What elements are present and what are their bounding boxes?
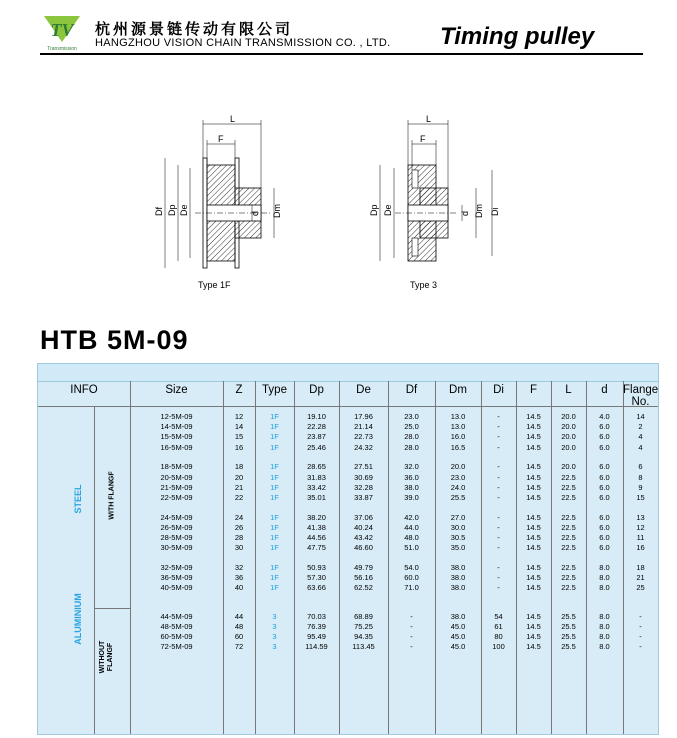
table-cell: 60 xyxy=(234,631,244,641)
table-cell: 16 xyxy=(234,442,244,452)
table-cell: 75.25 xyxy=(354,621,373,631)
table-cell: 14.5 xyxy=(526,621,541,631)
table-cell: 1F xyxy=(270,462,279,472)
table-cell: 25.5 xyxy=(561,642,576,652)
table-cell: 31.83 xyxy=(307,472,326,482)
table-cell: 12 xyxy=(636,522,645,532)
table-cell: 25.5 xyxy=(561,621,576,631)
column-header: d xyxy=(601,384,608,396)
table-cell: 30 xyxy=(234,543,244,553)
table-cell: 22.5 xyxy=(561,512,576,522)
table-cell: - xyxy=(497,472,500,482)
column-header: De xyxy=(356,384,371,396)
table-cell: 36 xyxy=(234,573,244,583)
svg-text:Transmission: Transmission xyxy=(47,46,77,52)
table-cell: 4 xyxy=(638,442,643,452)
table-cell: 20.0 xyxy=(561,462,576,472)
table-cell: 14 xyxy=(636,412,645,421)
table-cell: 94.35 xyxy=(354,631,373,641)
table-row-size: 20-5M-09 xyxy=(160,472,193,482)
table-row-size: 16-5M-09 xyxy=(160,442,193,452)
dim-F-3: F xyxy=(420,134,426,144)
table-cell: 1F xyxy=(270,583,279,593)
table-cell: 27.0 xyxy=(450,512,466,522)
table-cell: 6.0 xyxy=(599,422,610,432)
table-cell: 1F xyxy=(270,432,279,442)
table-cell: 8.0 xyxy=(599,583,610,593)
table-cell: 19.10 xyxy=(307,412,326,421)
table-row-size: 12-5M-09 xyxy=(160,412,193,421)
table-cell: 40.24 xyxy=(354,522,373,532)
table-cell: 25.5 xyxy=(450,492,466,502)
table-cell: 20.0 xyxy=(561,442,576,452)
table-cell: 48 xyxy=(234,621,244,631)
table-cell: 35.0 xyxy=(450,543,466,553)
table-cell: 18 xyxy=(234,462,244,472)
with-flange-label: WITH FLANGF xyxy=(108,471,116,520)
table-cell: - xyxy=(639,642,642,652)
table-cell: - xyxy=(410,631,413,641)
table-cell: 22.5 xyxy=(561,482,576,492)
table-cell: 23.0 xyxy=(450,472,466,482)
table-cell: - xyxy=(497,462,500,472)
column-header: Dp xyxy=(309,384,324,396)
table-row-size: 40-5M-09 xyxy=(160,583,193,593)
table-cell: 38.20 xyxy=(307,512,326,522)
table-row-size: 28-5M-09 xyxy=(160,533,193,542)
table-cell: 15 xyxy=(234,432,244,442)
table-cell: 22.5 xyxy=(561,543,576,553)
table-cell: 8 xyxy=(638,472,643,482)
table-cell: 18 xyxy=(636,562,645,572)
dim-F-1f: F xyxy=(218,134,224,144)
table-cell: 41.38 xyxy=(307,522,326,532)
table-cell: 27.51 xyxy=(354,462,373,472)
table-cell: - xyxy=(497,422,500,432)
column-header: Flange No. xyxy=(623,384,659,408)
table-cell: 63.66 xyxy=(307,583,326,593)
table-cell: 54 xyxy=(494,611,503,621)
table-cell: 25.0 xyxy=(404,422,419,432)
table-row-size: 44-5M-09 xyxy=(160,611,193,621)
table-cell: 33.87 xyxy=(354,492,373,502)
table-cell: 6.0 xyxy=(599,533,610,542)
table-cell: 22.5 xyxy=(561,472,576,482)
table-cell: 22.28 xyxy=(307,422,326,432)
dim-L-3: L xyxy=(426,114,432,124)
dim-Di-3: Di xyxy=(490,207,500,216)
table-row-size: 72-5M-09 xyxy=(160,642,193,652)
table-cell: 1F xyxy=(270,573,279,583)
table-cell: 14.5 xyxy=(526,412,541,421)
company-logo xyxy=(40,12,84,52)
table-cell: 14.5 xyxy=(526,432,541,442)
table-cell: 62.52 xyxy=(354,583,373,593)
table-cell: 25 xyxy=(636,583,645,593)
table-cell: 56.16 xyxy=(354,573,373,583)
table-cell: 23.0 xyxy=(404,412,419,421)
table-cell: - xyxy=(497,432,500,442)
table-cell: 1F xyxy=(270,533,279,542)
table-cell: 20.0 xyxy=(561,432,576,442)
table-cell: 25.46 xyxy=(307,442,326,452)
table-row-size: 60-5M-09 xyxy=(160,631,193,641)
table-cell: 114.59 xyxy=(305,642,328,652)
table-cell: 21 xyxy=(636,573,645,583)
table-cell: 11 xyxy=(636,533,645,542)
table-cell: 38.0 xyxy=(450,562,466,572)
table-cell: 20.0 xyxy=(450,462,466,472)
dim-Dp-3: Dp xyxy=(369,204,379,216)
table-cell: 38.0 xyxy=(450,611,466,621)
dim-De-1f: De xyxy=(179,204,189,216)
group-divider xyxy=(94,406,95,734)
table-cell: 4.0 xyxy=(599,412,610,421)
type-3-caption: Type 3 xyxy=(410,280,438,290)
table-cell: 13.0 xyxy=(450,412,466,421)
dim-De-3: De xyxy=(383,204,393,216)
table-row-size: 18-5M-09 xyxy=(160,462,193,472)
table-cell: 30.5 xyxy=(450,533,466,542)
table-cell: 8.0 xyxy=(599,631,610,641)
table-cell: 57.30 xyxy=(307,573,326,583)
column-header: F xyxy=(529,384,538,396)
table-cell: 38.0 xyxy=(404,482,419,492)
header-divider-line xyxy=(38,406,658,407)
table-cell: 14.5 xyxy=(526,611,541,621)
table-cell: - xyxy=(497,522,500,532)
table-cell: 28.0 xyxy=(404,442,419,452)
table-cell: 21 xyxy=(234,482,244,492)
table-cell: 72 xyxy=(234,642,244,652)
table-cell: 8.0 xyxy=(599,562,610,572)
table-cell: 14.5 xyxy=(526,462,541,472)
table-cell: 3 xyxy=(272,642,277,652)
table-cell: 1F xyxy=(270,562,279,572)
table-cell: 8.0 xyxy=(599,611,610,621)
table-cell: 43.42 xyxy=(354,533,373,542)
table-cell: 30.69 xyxy=(354,472,373,482)
table-cell: 6.0 xyxy=(599,442,610,452)
table-cell: 48.0 xyxy=(404,533,419,542)
table-cell: 1F xyxy=(270,472,279,482)
table-cell: - xyxy=(497,583,500,593)
table-cell: 76.39 xyxy=(307,621,326,631)
table-cell: 22 xyxy=(234,492,244,502)
table-cell: 14.5 xyxy=(526,583,541,593)
table-cell: 38.0 xyxy=(450,573,466,583)
table-cell: 22.5 xyxy=(561,583,576,593)
table-cell: 44.0 xyxy=(404,522,419,532)
table-cell: 16 xyxy=(636,543,645,553)
column-header: Size xyxy=(165,384,188,396)
table-cell: 35.01 xyxy=(307,492,326,502)
table-cell: - xyxy=(497,543,500,553)
table-cell: 14.5 xyxy=(526,492,541,502)
table-cell: 14.5 xyxy=(526,543,541,553)
table-cell: 25.5 xyxy=(561,631,576,641)
table-cell: 44 xyxy=(234,611,244,621)
table-cell: - xyxy=(639,631,642,641)
table-row-size: 36-5M-09 xyxy=(160,573,193,583)
table-cell: 13 xyxy=(636,512,645,522)
table-cell: 20.0 xyxy=(561,422,576,432)
table-cell: 6.0 xyxy=(599,522,610,532)
table-cell: 38.0 xyxy=(450,583,466,593)
table-cell: 12 xyxy=(234,412,244,421)
table-cell: 24.0 xyxy=(450,482,466,492)
table-cell: - xyxy=(497,442,500,452)
table-cell: - xyxy=(497,562,500,572)
material-aluminium-label: ALUMINIUM xyxy=(73,593,83,645)
pulley-drawings xyxy=(140,110,520,300)
table-cell: 22.73 xyxy=(354,432,373,442)
table-cell: 14.5 xyxy=(526,631,541,641)
table-cell: 14 xyxy=(234,422,244,432)
company-name-english: HANGZHOU VISION CHAIN TRANSMISSION CO. , LTD. xyxy=(95,37,391,49)
table-cell: 6.0 xyxy=(599,462,610,472)
table-cell: 8.0 xyxy=(599,573,610,583)
table-cell: - xyxy=(497,533,500,542)
table-cell: 32.0 xyxy=(404,462,419,472)
table-cell: 39.0 xyxy=(404,492,419,502)
company-name-chinese: 杭州源景链传动有限公司 xyxy=(95,21,294,38)
table-row-size: 30-5M-09 xyxy=(160,543,193,553)
table-cell: 1F xyxy=(270,442,279,452)
table-cell: 20 xyxy=(234,472,244,482)
table-cell: 1F xyxy=(270,512,279,522)
table-cell: 1F xyxy=(270,422,279,432)
table-cell: 68.89 xyxy=(354,611,373,621)
table-row-size: 21-5M-09 xyxy=(160,482,193,492)
table-cell: 113.45 xyxy=(352,642,375,652)
table-cell: 14.5 xyxy=(526,472,541,482)
table-cell: 2 xyxy=(638,422,643,432)
column-header: L xyxy=(565,384,572,396)
flange-group-divider xyxy=(94,608,130,609)
table-row-size: 26-5M-09 xyxy=(160,522,193,532)
table-cell: 71.0 xyxy=(404,583,419,593)
table-cell: 3 xyxy=(272,611,277,621)
table-cell: 6 xyxy=(638,462,643,472)
table-row-size: 15-5M-09 xyxy=(160,432,193,442)
table-cell: 33.42 xyxy=(307,482,326,492)
table-cell: 49.79 xyxy=(354,562,373,572)
table-cell: 21.14 xyxy=(354,422,373,432)
table-cell: 6.0 xyxy=(599,543,610,553)
table-cell: 6.0 xyxy=(599,492,610,502)
material-steel-label: STEEL xyxy=(73,484,83,514)
table-cell: 14.5 xyxy=(526,522,541,532)
spec-table xyxy=(37,363,659,735)
table-cell: - xyxy=(497,492,500,502)
dim-Df-1f: Df xyxy=(154,207,164,216)
without-flange-label: WITHOUT FLANGF xyxy=(99,640,114,674)
table-cell: - xyxy=(410,642,413,652)
table-cell: 51.0 xyxy=(404,543,419,553)
table-row-size: 24-5M-09 xyxy=(160,512,193,522)
type-3-drawing xyxy=(369,114,500,290)
table-cell: 70.03 xyxy=(307,611,326,621)
column-header: Z xyxy=(235,384,243,396)
table-cell: - xyxy=(639,611,642,621)
table-cell: 15 xyxy=(636,492,645,502)
table-cell: 6.0 xyxy=(599,482,610,492)
table-cell: 42.0 xyxy=(404,512,419,522)
table-cell: 14.5 xyxy=(526,482,541,492)
table-cell: 32.28 xyxy=(354,482,373,492)
document-title: Timing pulley xyxy=(440,23,595,50)
table-cell: 9 xyxy=(638,482,643,492)
table-cell: 22.5 xyxy=(561,522,576,532)
table-cell: 24 xyxy=(234,512,244,522)
table-cell: 14.5 xyxy=(526,573,541,583)
table-cell: 22.5 xyxy=(561,573,576,583)
table-cell: 14.5 xyxy=(526,512,541,522)
table-cell: 14.5 xyxy=(526,562,541,572)
table-cell: 22.5 xyxy=(561,492,576,502)
table-cell: 28.65 xyxy=(307,462,326,472)
table-cell: 8.0 xyxy=(599,621,610,631)
table-cell: - xyxy=(497,573,500,583)
type-1f-caption: Type 1F xyxy=(198,280,231,290)
table-cell: 45.0 xyxy=(450,642,466,652)
column-header: Di xyxy=(493,384,504,396)
table-cell: 30.0 xyxy=(450,522,466,532)
table-row-size: 32-5M-09 xyxy=(160,562,193,572)
table-cell: 14.5 xyxy=(526,533,541,542)
table-cell: - xyxy=(497,412,500,421)
dim-d-1f: d xyxy=(250,210,260,216)
table-cell: 28.0 xyxy=(404,432,419,442)
table-cell: 3 xyxy=(272,621,277,631)
table-top-bar xyxy=(38,364,658,381)
table-cell: 46.60 xyxy=(354,543,373,553)
header-top-line xyxy=(38,381,658,382)
dim-L-1f: L xyxy=(230,114,236,124)
table-cell: 37.06 xyxy=(354,512,373,522)
column-header: Df xyxy=(405,384,418,396)
dim-d-3: d xyxy=(460,210,470,216)
table-cell: - xyxy=(497,482,500,492)
table-cell: - xyxy=(639,621,642,631)
table-cell: 3 xyxy=(272,631,277,641)
table-cell: 14.5 xyxy=(526,642,541,652)
table-cell: 8.0 xyxy=(599,642,610,652)
table-cell: 14.5 xyxy=(526,422,541,432)
column-header: Dm xyxy=(449,384,467,396)
table-cell: 36.0 xyxy=(404,472,419,482)
table-cell: 24.32 xyxy=(354,442,373,452)
table-cell: 26 xyxy=(234,522,244,532)
table-cell: 1F xyxy=(270,412,279,421)
table-cell: 47.75 xyxy=(307,543,326,553)
dim-Dm-3: Dm xyxy=(474,204,484,218)
table-cell: 54.0 xyxy=(404,562,419,572)
header-divider xyxy=(40,53,643,55)
table-cell: 50.93 xyxy=(307,562,326,572)
table-cell: 61 xyxy=(494,621,503,631)
table-cell: 28 xyxy=(234,533,244,542)
table-cell: 40 xyxy=(234,583,244,593)
table-cell: 100 xyxy=(492,642,505,652)
table-cell: 20.0 xyxy=(561,412,576,421)
column-header: INFO xyxy=(70,384,98,396)
table-cell: 23.87 xyxy=(307,432,326,442)
table-cell: 17.96 xyxy=(354,412,373,421)
table-cell: 95.49 xyxy=(307,631,326,641)
table-cell: 60.0 xyxy=(404,573,419,583)
table-cell: 13.0 xyxy=(450,422,466,432)
table-cell: 6.0 xyxy=(599,432,610,442)
table-cell: 80 xyxy=(494,631,503,641)
table-cell: 14.5 xyxy=(526,442,541,452)
table-row-size: 48-5M-09 xyxy=(160,621,193,631)
table-cell: 6.0 xyxy=(599,512,610,522)
table-cell: - xyxy=(410,621,413,631)
table-cell: 1F xyxy=(270,522,279,532)
table-cell: 1F xyxy=(270,543,279,553)
table-cell: 45.0 xyxy=(450,621,466,631)
table-cell: 16.5 xyxy=(450,442,466,452)
table-cell: 22.5 xyxy=(561,533,576,542)
column-header: Type xyxy=(262,384,287,396)
table-cell: 32 xyxy=(234,562,244,572)
table-cell: - xyxy=(410,611,413,621)
table-cell: 1F xyxy=(270,492,279,502)
table-cell: - xyxy=(497,512,500,522)
type-1f-drawing xyxy=(154,114,282,290)
series-title: HTB 5M-09 xyxy=(40,325,189,355)
table-cell: 22.5 xyxy=(561,562,576,572)
table-cell: 45.0 xyxy=(450,631,466,641)
table-row-size: 14-5M-09 xyxy=(160,422,193,432)
dim-Dm-1f: Dm xyxy=(272,204,282,218)
table-cell: 1F xyxy=(270,482,279,492)
table-cell: 6.0 xyxy=(599,472,610,482)
table-cell: 4 xyxy=(638,432,643,442)
table-cell: 44.56 xyxy=(307,533,326,542)
svg-text:TV: TV xyxy=(50,20,74,40)
table-row-size: 22-5M-09 xyxy=(160,492,193,502)
table-cell: 16.0 xyxy=(450,432,466,442)
dim-Dp-1f: Dp xyxy=(167,204,177,216)
table-cell: 25.5 xyxy=(561,611,576,621)
